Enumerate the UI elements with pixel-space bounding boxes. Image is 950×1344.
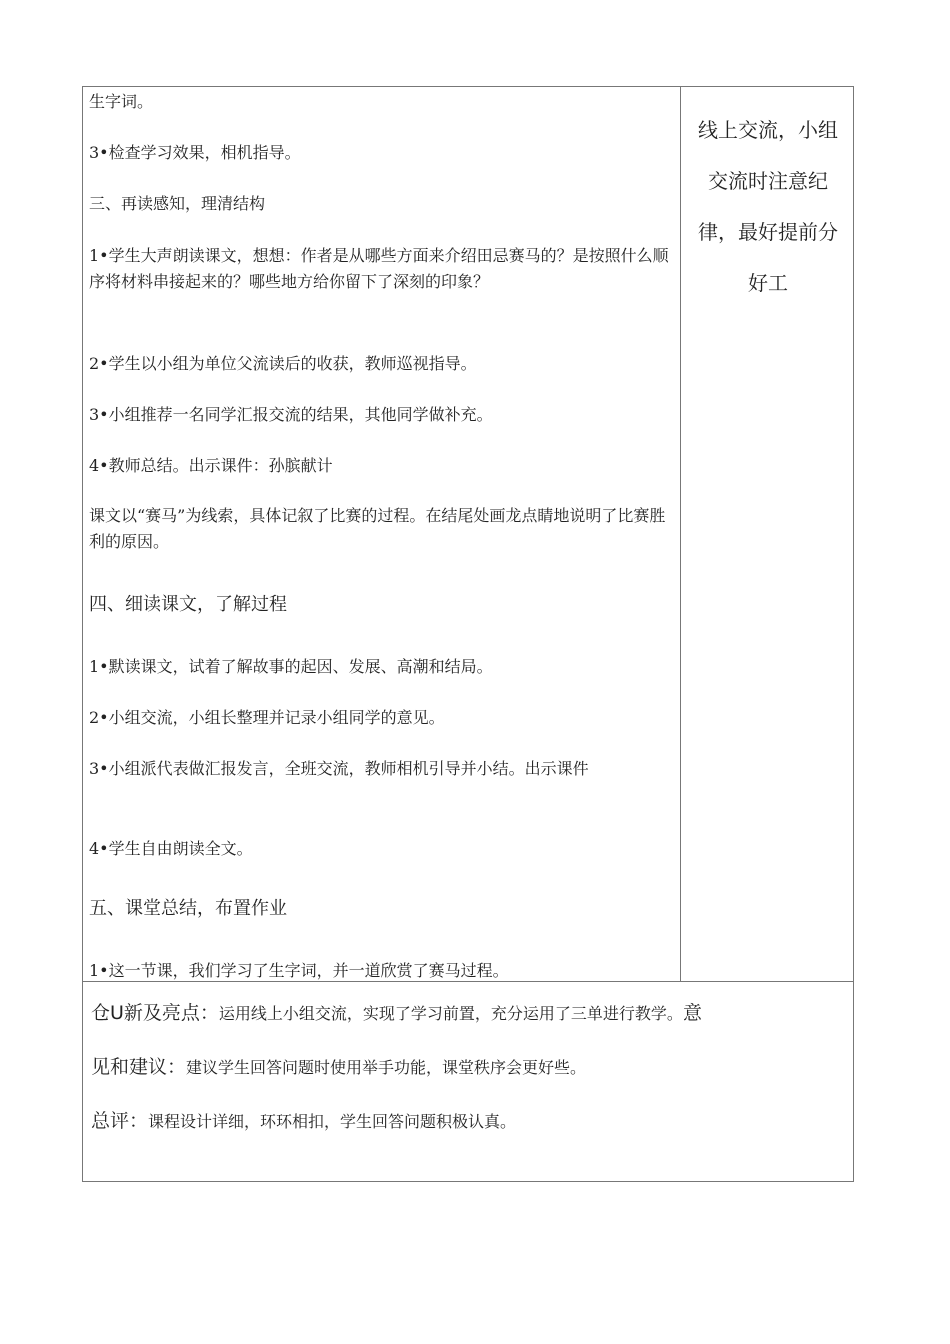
section-heading: 四、细读课文，了解过程: [89, 594, 287, 615]
design-note: 线上交流，小组交流时注意纪律，最好提前分好工: [698, 118, 838, 295]
advice-row: [91, 1052, 586, 1079]
text-line: 生字词。: [89, 92, 154, 111]
text-line: 1•默读课文，试着了解故事的起因、发展、高潮和结局。: [89, 657, 493, 676]
lesson-table: [82, 86, 854, 1182]
text-line: 3•检查学习效果，相机指导。: [89, 143, 301, 162]
text-line: 4•学生自由朗读全文。: [89, 839, 253, 858]
advice-label: 见和建议：: [91, 1056, 187, 1078]
design-note-cell: [681, 87, 853, 981]
advice-text: 建议学生回答问题时使用举手功能，课堂秩序会更好些。: [186, 1058, 587, 1077]
text-paragraph: 3•小组派代表做汇报发言，全班交流，教师相机引导并小结。出示课件: [89, 759, 589, 778]
innovation-label: 仓U新及亮点：: [91, 1002, 219, 1024]
text-paragraph: 课文以“赛马”为线索，具体记叙了比赛的过程。在结尾处画龙点睛地说明了比赛胜利的原因。: [89, 506, 666, 551]
summary-row: [91, 1106, 516, 1133]
innovation-row: [91, 998, 702, 1025]
text-line: 4•教师总结。出示课件：孙膑献计: [89, 456, 333, 475]
text-line: 2•小组交流，小组长整理并记录小组同学的意见。: [89, 708, 445, 727]
advice-label-start: 意: [682, 1002, 702, 1024]
summary-text: 课程设计详细，环环相扣，学生回答问题积极认真。: [148, 1112, 517, 1131]
text-line: 3•小组推荐一名同学汇报交流的结果，其他同学做补充。: [89, 405, 493, 424]
summary-label: 总评：: [91, 1110, 149, 1132]
text-line: 2•学生以小组为单位父流读后的收获，教师巡视指导。: [89, 354, 477, 373]
innovation-text: 运用线上小组交流，实现了学习前置，充分运用了三单进行教学。: [218, 1004, 683, 1023]
teaching-process-cell: [83, 87, 681, 981]
text-paragraph: 1•学生大声朗读课文，想想：作者是从哪些方面来介绍田忌赛马的？是按照什么顺序将材料串接起来的？哪些地方给你留下了深刻的印象？: [89, 246, 669, 291]
section-heading: 三、再读感知，理清结构: [89, 194, 266, 213]
section-heading: 五、课堂总结，布置作业: [89, 898, 287, 919]
evaluation-cell: [83, 981, 853, 1181]
text-line: 1•这一节课，我们学习了生字词，并一道欣赏了赛马过程。: [89, 961, 509, 980]
